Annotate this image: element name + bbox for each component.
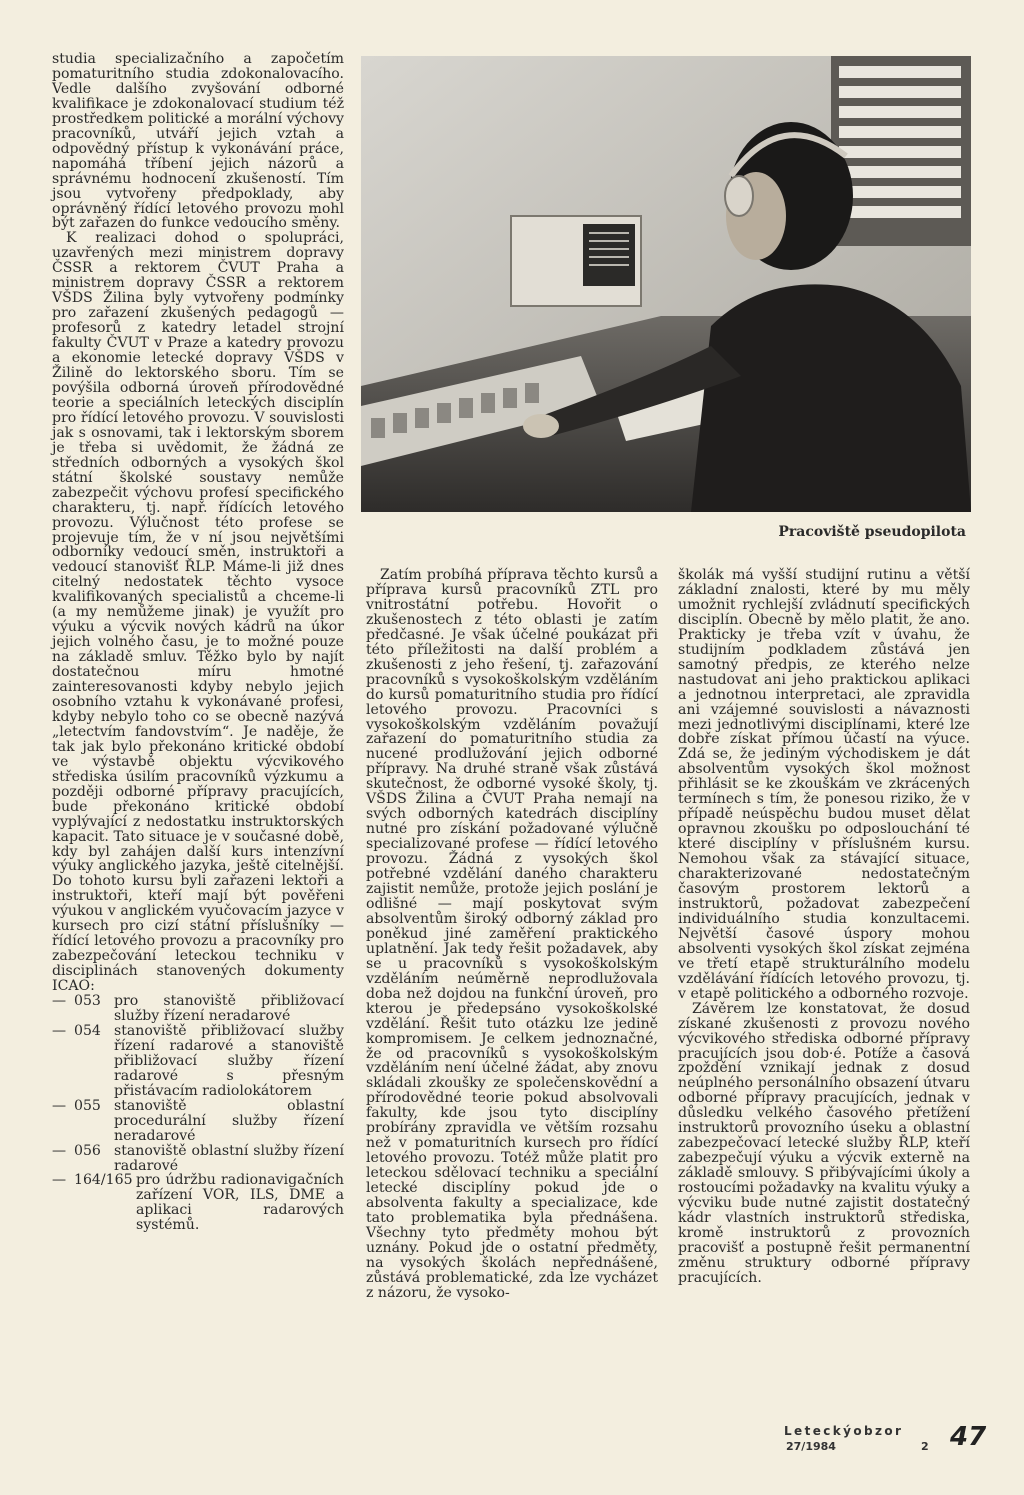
list-item bbox=[52, 1099, 344, 1144]
list-dash: — bbox=[52, 1022, 67, 1039]
list-dash: — bbox=[52, 1097, 67, 1114]
list-item bbox=[52, 994, 344, 1024]
paragraph: Závěrem lze konstatovat, že dosud získané zkušenosti z provozu nového výcvikového střediska odborné přípravy pracujících jsou dob·é. Potíže a časová zpoždění vznikají jednak z dosud neúplného personálního obsazení útvaru odborné přípravy pracujících, jednak v důsledku velkého časového přetížení instruktorů provozního úseku a oblastní zabezpečovací letecké služby ŘLP, kteří zabezpečují výuku a výcvik externě na základě smlouvy. S přibývajícími úkoly a rostoucími požadavky na kvalitu výuky a výcviku bude nutné zajistit dostatečný kádr vlastních instruktorů střediska, kromě instruktorů z provozních pracovišť a postupně řešit permanentní změnu struktury odborné přípravy pracujících. bbox=[678, 1000, 970, 1286]
list-code: 055 bbox=[74, 1097, 101, 1114]
paragraph: K realizaci dohod o spolupráci, uzavřených mezi ministrem dopravy ČSSR a rektorem ČVUT Praha a ministrem dopravy ČSSR a rektorem VŠDS Žilina byly vytvořeny podmínky pro zařazení zkušených pedagogů — profesorů z katedry letadel strojní fakulty ČVUT v Praze a katedry provozu a ekonomie letecké dopravy VŠDS v Žilině do lektorského sboru. Tím se povýšila odborná úroveň přírodovědné teorie a speciálních leteckých disciplín pro řídící letového provozu. V souvislosti jak s osnovami, tak i lektorským sborem je třeba si uvědomit, že žádná ze středních odborných a vysokých škol státní školské soustavy nemůže zabezpečit výchovu profesí specifického charakteru, tj. např. řídících letového provozu. Výlučnost této profese se projevuje tím, že v ní jsou největšími odborníky vedoucí směn, instruktoři a vedoucí stanovišť ŘLP. Máme-li již dnes citelný nedostatek těchto vysoce kvalifikovaných specialistů a chceme-li (a my nemůžeme jinak) je využít pro výuku a výcvik nových kádrů na úkor jejich volného času, je to možné pouze na základě smluv. Těžko bylo by najít dostatečnou míru hmotné zainteresovanosti kdyby nebylo jejich osobního vztahu k vykonávané profesi, kdyby nebylo toho co se obecně nazývá „letectvím fandovstvím“. Je naděje, že tak jak bylo překonáno kritické období ve výstavbě objektu výcvikového střediska úsilím pracovníků výzkumu a později odborné přípravy pracujících, bude překonáno kritické období vyplývající z nedostatku instruktorských kapacit. Tato situace je v současné době, kdy byl zahájen další kurs intenzívní výuky anglického jazyka, ještě citelnější. Do tohoto kursu byli zařazeni lektoři a instruktoři, kteří mají být pověřeni výukou v anglickém vyučovacím jazyce v kursech pro cizí státní příslušníky — řídící letového provozu a pracovníky pro zabezpečování leteckou techniku v disciplinách stanovených dokumenty ICAO: bbox=[52, 230, 344, 995]
list-text: stanoviště oblastní procedurální služby řízení neradarové bbox=[114, 1097, 344, 1144]
list-dash: — bbox=[52, 1142, 67, 1159]
list-item bbox=[52, 1024, 344, 1099]
list-code: 164/165 bbox=[74, 1172, 133, 1189]
paragraph: Zatím probíhá příprava těchto kursů a příprava kursů pracovníků ZTL pro vnitrostátní potřebu. Hovořit o zkušenostech z této oblasti je zatím předčasné. Je však účelné poukázat při této příležitosti na další problém a zkušenosti z jeho řešení, tj. zařazování pracovníků s vysokoškolským vzděláním do kursů pomaturitního studia pro řídící letového provozu. Pracovníci s vysokoškolským vzděláním považují zařazení do pomaturitního studia za nucené prodlužování jejich odborné přípravy. Na druhé straně však zůstává skutečnost, že odborné vysoké školy, tj. VŠDS Žilina a ČVUT Praha nemají na svých odborných katedrách disciplíny nutné pro získání požadované výlučně specializované profese — řídící letového provozu. Žádná z vysokých škol potřebné vzdělání daného charakteru zajistit nemůže, protože jejich poslání je odlišné — mají poskytovat svým absolventům široký odborný základ pro poněkud jiné zaměření praktického uplatnění. Jak tedy řešit požadavek, aby se u pracovníků s vysokoškolským vzděláním neúměrně neprodlužovala doba než dojdou na funkční úroveň, pro kterou je předepsáno vysokoškolské vzdělání. Řešit tuto otázku lze jedině kompromisem. Je celkem jednoznačné, že od pracovníků s vysokoškolským vzděláním není účelné žádat, aby znovu skládali zkoušky ze společenskovědní a přírodovědné teorie pokud absolvovali fakulty, kde jsou tyto disciplíny probírány zpravidla ve větším rozsahu než v pomaturitních kursech pro řídící letového provozu. Totéž může platit pro leteckou sdělovací techniku a speciální letecké disciplíny pokud jde o absolventa fakulty a specializace, kde tato problematika byla přednášena. Všechny tyto předměty mohou být uznány. Pokud jde o ostatní předměty, na vysokých školách nepřednášené, zůstává problematické, zda lze vycházet z názoru, že vysoko- bbox=[366, 567, 658, 1301]
page-number: 47 bbox=[950, 1422, 987, 1452]
issue-number: 2 bbox=[921, 1440, 929, 1453]
list-code: 053 bbox=[74, 993, 101, 1010]
photo-illustration bbox=[361, 56, 971, 512]
photo-caption: Pracoviště pseudopilota bbox=[778, 524, 966, 540]
list-text: stanoviště oblastní služby řízení radarové bbox=[114, 1142, 344, 1174]
text-column-1 bbox=[52, 52, 344, 1233]
list-dash: — bbox=[52, 1172, 67, 1189]
list-text: stanoviště přibližovací služby řízení radarové a stanoviště přibližovací služby řízení radarové s přesným přistávacím radiolokátorem bbox=[114, 1022, 344, 1099]
text-column-3 bbox=[678, 568, 970, 1286]
list-text: pro údržbu radionavigačních zařízení VOR, ILS, DME a aplikaci radarových systémů. bbox=[136, 1172, 344, 1234]
list-dash: — bbox=[52, 993, 67, 1010]
issue-year: 27/1984 bbox=[786, 1440, 836, 1453]
text-column-2 bbox=[366, 568, 658, 1301]
paragraph: studia specializačního a započetím pomaturitního studia zdokonalovacího. Vedle dalšího zvyšování odborné kvalifikace je zdokonalovací studium též prostředkem politické a morální výchovy pracovníků, utváří jejich vztah a odpovědný přístup k vykonávání práce, napomáhá tříbení jejich názorů a správnému hodnocení zkušeností. Tím jsou vytvořeny předpoklady, aby oprávněný řídící letového provozu mohl být zařazen do funkce vedoucího směny. bbox=[52, 51, 344, 232]
list-code: 054 bbox=[74, 1022, 101, 1039]
list-item bbox=[52, 1173, 344, 1233]
magazine-name: Leteckýobzor bbox=[784, 1424, 904, 1438]
pseudopilot-workstation-photo bbox=[361, 56, 971, 512]
list-item bbox=[52, 1144, 344, 1174]
list-code: 056 bbox=[74, 1142, 101, 1159]
paragraph: školák má vyšší studijní rutinu a větší základní znalosti, které by mu měly umožnit rychlejší zvládnutí specifických disciplín. Obecně by mělo platit, že ano. Prakticky je třeba vzít v úvahu, že studijním podkladem zůstává jen samotný předpis, ze kterého nelze nastudovat ani jeho praktickou aplikaci a jednotnou interpretaci, ale zpravidla ani vzájemné souvislosti a návaznosti mezi jednotlivými disciplínami, které lze dobře získat přímou účastí na výuce. Zdá se, že jediným východiskem je dát absolventům vysokých škol možnost přihlásit se ke zkouškám ve zkrácených termínech s tím, že ponesou riziko, že v případě neúspěchu budou muset dělat opravnou zkoušku po odposlouchání té které disciplíny v příslušném kursu. Nemohou však za stávající situace, charakterizované nedostatečným časovým prostorem lektorů a instruktorů, požadovat zabezpečení individuálního studia konzultacemi. Největší časové úspory mohou absolventi vysokých škol získat zejména ve třetí etapě strukturálního modelu vzdělávání řídících letového provozu, tj. v etapě politického a odborného rozvoje. bbox=[678, 567, 970, 1002]
list-text: pro stanoviště přibližovací služby řízení neradarové bbox=[114, 993, 344, 1024]
icao-list bbox=[52, 994, 344, 1233]
